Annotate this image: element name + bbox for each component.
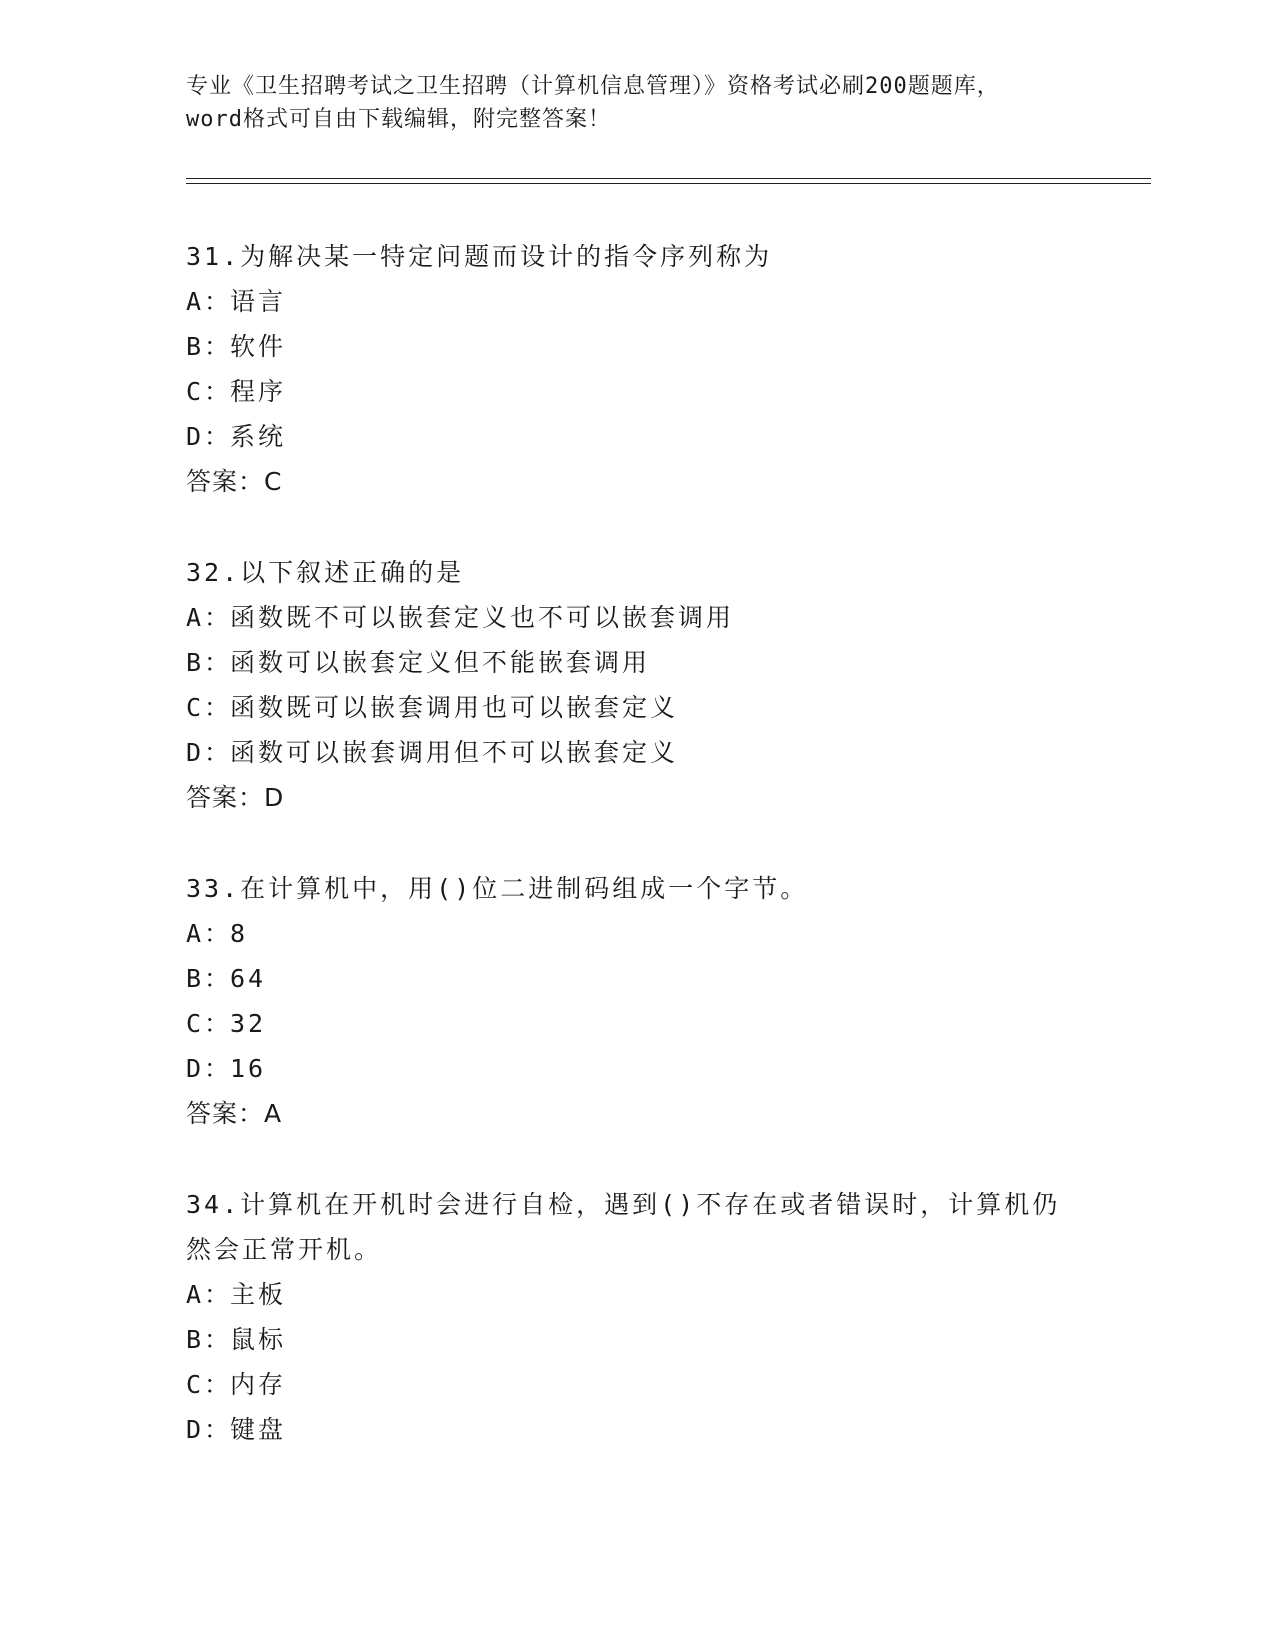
option-key: C： [186,693,233,722]
option-a [186,279,1086,324]
header-double-rule [186,178,1151,184]
option-key: A： [186,287,233,316]
option-key: D： [186,1054,233,1083]
option-d [186,1407,1086,1452]
option-key: B： [186,332,233,361]
option-text: 16 [230,1054,267,1083]
option-d [186,1046,1086,1091]
option-text: 8 [230,919,249,948]
option-c [186,369,1086,414]
option-key: B： [186,648,233,677]
question-33 [186,866,1086,1136]
question-32 [186,550,1086,820]
option-b [186,324,1086,369]
option-key: D： [186,1415,233,1444]
option-text: 32 [230,1009,267,1038]
option-a [186,911,1086,956]
option-text: 程序 [230,377,287,406]
option-key: D： [186,738,233,767]
option-key: C： [186,1370,233,1399]
answer: 答案：A [186,1099,283,1128]
question-34 [186,1182,1086,1452]
option-text: 鼠标 [230,1325,287,1354]
option-key: D： [186,422,233,451]
option-text: 64 [230,964,267,993]
option-key: C： [186,377,233,406]
option-b [186,1317,1086,1362]
option-b [186,956,1086,1001]
option-a [186,1272,1086,1317]
option-key: A： [186,1280,233,1309]
question-stem: 32.以下叙述正确的是 [186,558,465,587]
option-key: B： [186,1325,233,1354]
option-text: 语言 [230,287,287,316]
question-stem: 34.计算机在开机时会进行自检，遇到()不存在或者错误时，计算机仍然会正常开机。 [186,1190,1061,1264]
option-text: 键盘 [230,1415,287,1444]
option-key: C： [186,1009,233,1038]
option-text: 函数可以嵌套调用但不可以嵌套定义 [230,738,679,767]
option-a [186,595,1086,640]
header-line-1: 专业《卫生招聘考试之卫生招聘（计算机信息管理）》资格考试必刷200题题库， [186,74,1000,99]
option-text: 系统 [230,422,287,451]
option-text: 主板 [230,1280,287,1309]
option-text: 函数既不可以嵌套定义也不可以嵌套调用 [230,603,735,632]
question-stem: 33.在计算机中，用()位二进制码组成一个字节。 [186,874,809,903]
question-list [186,234,1086,1498]
option-text: 软件 [230,332,287,361]
document-header [186,70,1151,136]
option-c [186,1362,1086,1407]
option-c [186,685,1086,730]
option-text: 函数可以嵌套定义但不能嵌套调用 [230,648,651,677]
option-key: A： [186,919,233,948]
option-key: A： [186,603,233,632]
option-c [186,1001,1086,1046]
question-stem: 31.为解决某一特定问题而设计的指令序列称为 [186,242,773,271]
option-b [186,640,1086,685]
header-line-2: word格式可自由下载编辑，附完整答案！ [186,107,611,132]
question-31 [186,234,1086,504]
option-text: 函数既可以嵌套调用也可以嵌套定义 [230,693,679,722]
option-text: 内存 [230,1370,287,1399]
answer: 答案：D [186,783,285,812]
option-d [186,414,1086,459]
option-d [186,730,1086,775]
answer: 答案：C [186,467,283,496]
option-key: B： [186,964,233,993]
